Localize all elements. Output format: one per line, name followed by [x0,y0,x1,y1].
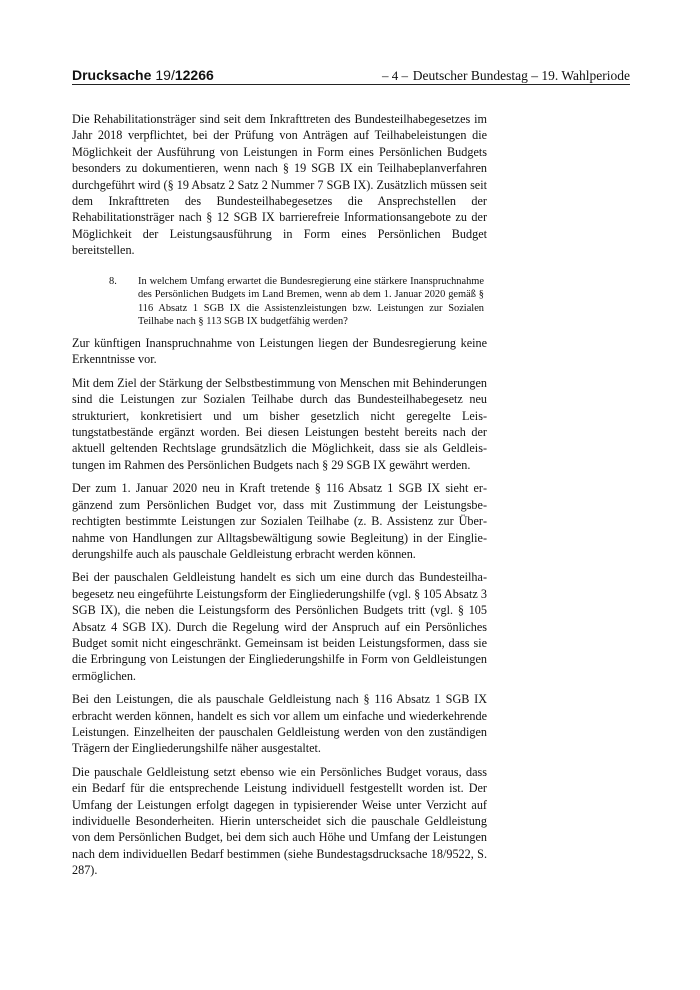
document-label: Drucksache [72,67,152,83]
body-paragraph: Bei den Leistungen, die als pauschale Geldleistung nach § 116 Absatz 1 SGB IX erbracht werden können, handelt es sich vor allem um einfache und wiederkehrende Leistungen. Einzelheiten der pauschalen Geldleistung werden von den zuständigen Trägern der Eingliederungshilfe näher ausgestaltet. [72,692,487,756]
question-number: 8. [109,275,117,287]
publisher-line: Deutscher Bundestag – 19. Wahlperiode [412,68,630,83]
header-rule [72,84,630,85]
document-number: 12266 [174,67,214,83]
body-paragraph: Der zum 1. Januar 2020 neu in Kraft tretende § 116 Absatz 1 SGB IX sieht ergänzend zum Persönlichen Budget vor, dass mit Zustimmung der Leistungsberechtigten bestimmte Leistungen zur Sozialen Teilhabe (z. B. Assistenz zur Übernahme von Handlungen zur Alltagsbewältigung sowie Begleitung) in der Eingliederungshilfe auch als pauschale Geldleistung erbracht werden können. [72,481,487,561]
body-paragraph: Zur künftigen Inanspruchnahme von Leistungen liegen der Bundesregierung keine Erkenntnisse vor. [72,336,487,367]
page-number: – 4 – [382,68,408,83]
document-body [72,111,487,886]
body-paragraph: Mit dem Ziel der Stärkung der Selbstbestimmung von Menschen mit Behinderungen sind die Leistungen zur Sozialen Teilhabe durch das Bundesteilhabegesetz neu strukturiert, konkretisiert und um bisher gesetzlich nicht geregelte Leistungstatbestände ergänzt worden. Bei diesen Leistungen besteht bereits nach der aktuell geltenden Rechtslage grundsätzlich die Möglichkeit, dass sie als Geldleistungen im Rahmen des Persönlichen Budgets nach § 29 SGB IX gewährt werden. [72,375,487,472]
question-block [72,275,487,329]
document-number-prefix: 19/ [155,67,175,83]
page-header [72,67,630,85]
body-paragraph: Die Rehabilitationsträger sind seit dem Inkrafttreten des Bundesteilhabegesetzes im Jahr 2018 verpflichtet, bei der Prüfung von Anträgen auf Teilhabeleistungen die Möglichkeit der Ausführung von Leistungen in Form eines Persönlichen Budgets besonders zu dokumentieren, wenn nach § 19 SGB IX ein Teilhabeplanverfahren durchgeführt wird (§ 19 Absatz 2 Satz 2 Nummer 7 SGB IX). Zusätzlich müssen seit dem Inkrafttreten des Bundesteilhabegesetzes die Ansprechstellen der Rehabilitationsträger nach § 12 SGB IX barrierefreie Informationsangebote zu der Möglichkeit der Leistungsausführung in Form eines Persönlichen Budget bereitstellen. [72,112,487,258]
document-id [72,67,214,83]
question-text: In welchem Umfang erwartet die Bundesregierung eine stärkere Inanspruchnahme des Persönlichen Budgets im Land Bremen, wenn ab dem 1. Januar 2020 gemäß § 116 Absatz 1 SGB IX die Assistenzleistungen bzw. Leistungen zur Sozialen Teilhabe nach § 113 SGB IX budgetfähig werden? [138,275,484,328]
body-paragraph: Bei der pauschalen Geldleistung handelt es sich um eine durch das Bundesteilhabegesetz neu eingeführte Leistungsform der Eingliederungshilfe (vgl. § 105 Absatz 3 SGB IX), die neben die Leistungsform des Persönlichen Budgets tritt (vgl. § 105 Absatz 4 SGB IX). Durch die Regelung wird der Anspruch auf ein Persönliches Budget somit nicht eingeschränkt. Gemeinsam ist beiden Leistungsformen, dass sie die Erbringung von Leistungen der Eingliederungshilfe in Form von Geldleistungen ermöglichen. [72,570,487,683]
body-paragraph: Die pauschale Geldleistung setzt ebenso wie ein Persönliches Budget voraus, dass ein Bedarf für die entsprechende Leistung individuell festgestellt worden ist. Der Umfang der Leistungen erfolgt dagegen in typisierender Weise unter Verzicht auf individuelle Besonderheiten. Hierin unterscheidet sich die pauschale Geldleistung von dem Persönlichen Budget, bei dem sich auch Höhe und Umfang der Leistungen nach dem individuellen Bedarf bestimmen (siehe Bundestagsdrucksache 18/9522, S. 287). [72,764,487,878]
